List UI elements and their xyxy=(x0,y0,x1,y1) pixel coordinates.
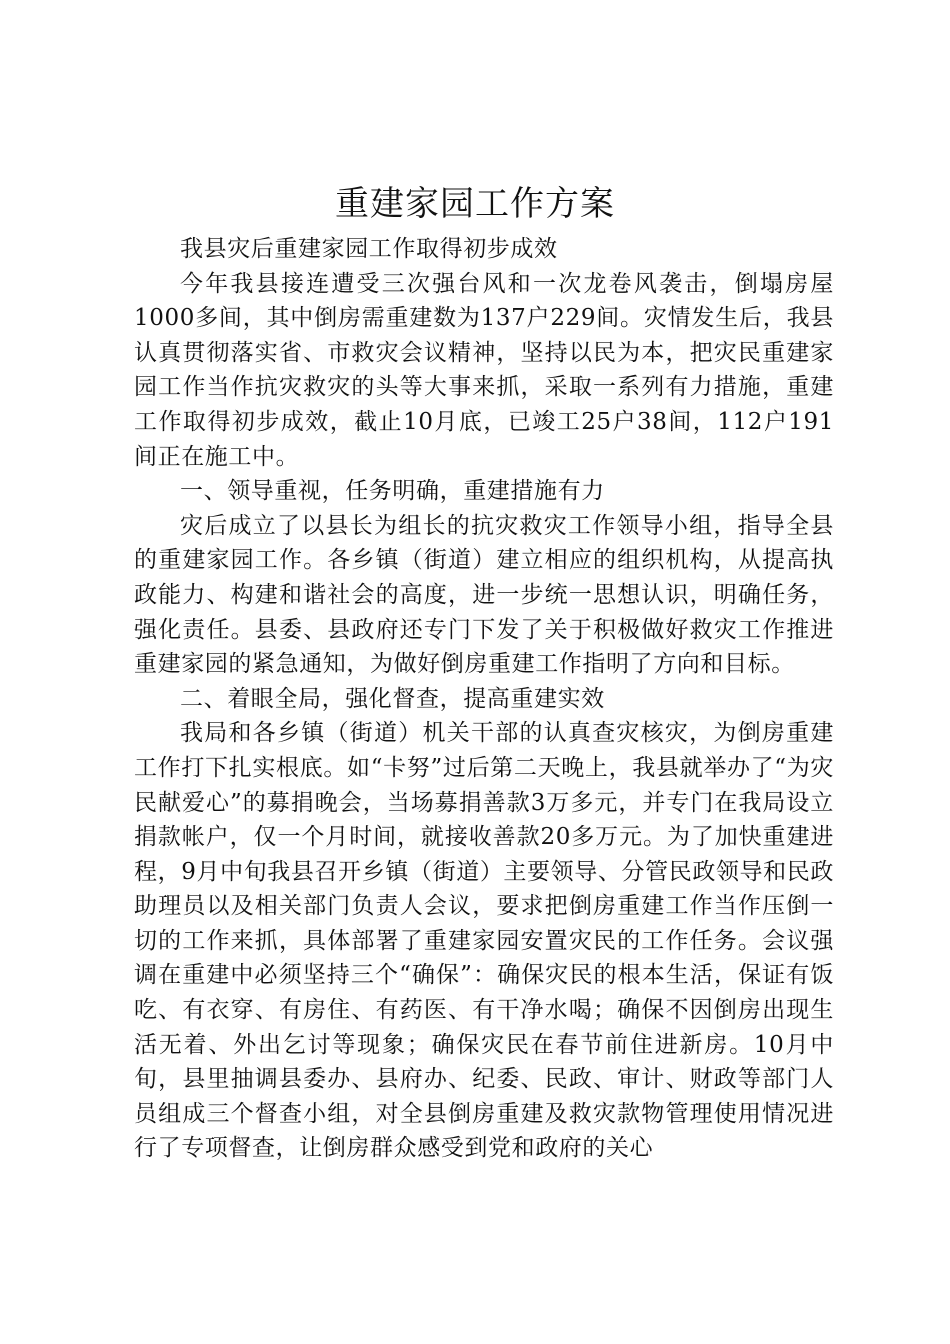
document-title: 重建家园工作方案 xyxy=(335,184,615,224)
section-1-paragraph: 灾后成立了以县长为组长的抗灾救灾工作领导小组，指导全县的重建家园工作。各乡镇（街道）建立相应的组织机构，从提高执政能力、构建和谐社会的高度，进一步统一思想认识，明确任务，强化责任。县委、县政府还专门下发了关于积极做好救灾工作推进重建家园的紧急通知，为做好倒房重建工作指明了方向和目标。 xyxy=(134,512,834,678)
intro-paragraph: 今年我县接连遭受三次强台风和一次龙卷风袭击，倒塌房屋1000多间，其中倒房需重建数为137户229间。灾情发生后，我县认真贯彻落实省、市救灾会议精神，坚持以民为本，把灾民重建家园工作当作抗灾救灾的头等大事来抓，采取一系列有力措施，重建工作取得初步成效，截止10月底，已竣工25户38间，112户191间正在施工中。 xyxy=(134,270,834,470)
subtitle-line: 我县灾后重建家园工作取得初步成效 xyxy=(180,236,558,262)
section-1-heading: 一、领导重视，任务明确，重建措施有力 xyxy=(180,478,605,505)
section-2-paragraph: 我局和各乡镇（街道）机关干部的认真查灾核灾，为倒房重建工作打下扎实根底。如“卡努”过后第二天晚上，我县就举办了“为灾民献爱心”的募捐晚会，当场募捐善款3万多元，并专门在我局设立捐款帐户，仅一个月时间，就接收善款20多万元。为了加快重建进程，9月中旬我县召开乡镇（街道）主要领导、分管民政领导和民政助理员以及相关部门负责人会议，要求把倒房重建工作当作压倒一切的工作来抓，具体部署了重建家园安置灾民的工作任务。会议强调在重建中必须坚持三个“确保”：确保灾民的根本生活，保证有饭吃、有衣穿、有房住、有药医、有干净水喝；确保不因倒房出现生活无着、外出乞讨等现象；确保灾民在春节前住进新房。10月中旬，县里抽调县委办、县府办、纪委、民政、审计、财政等部门人员组成三个督查小组，对全县倒房重建及救灾款物管理使用情况进行了专项督查，让倒房群众感受到党和政府的关心 xyxy=(134,720,834,1162)
section-2-heading: 二、着眼全局，强化督查，提高重建实效 xyxy=(180,685,605,712)
document-body xyxy=(134,232,834,1166)
